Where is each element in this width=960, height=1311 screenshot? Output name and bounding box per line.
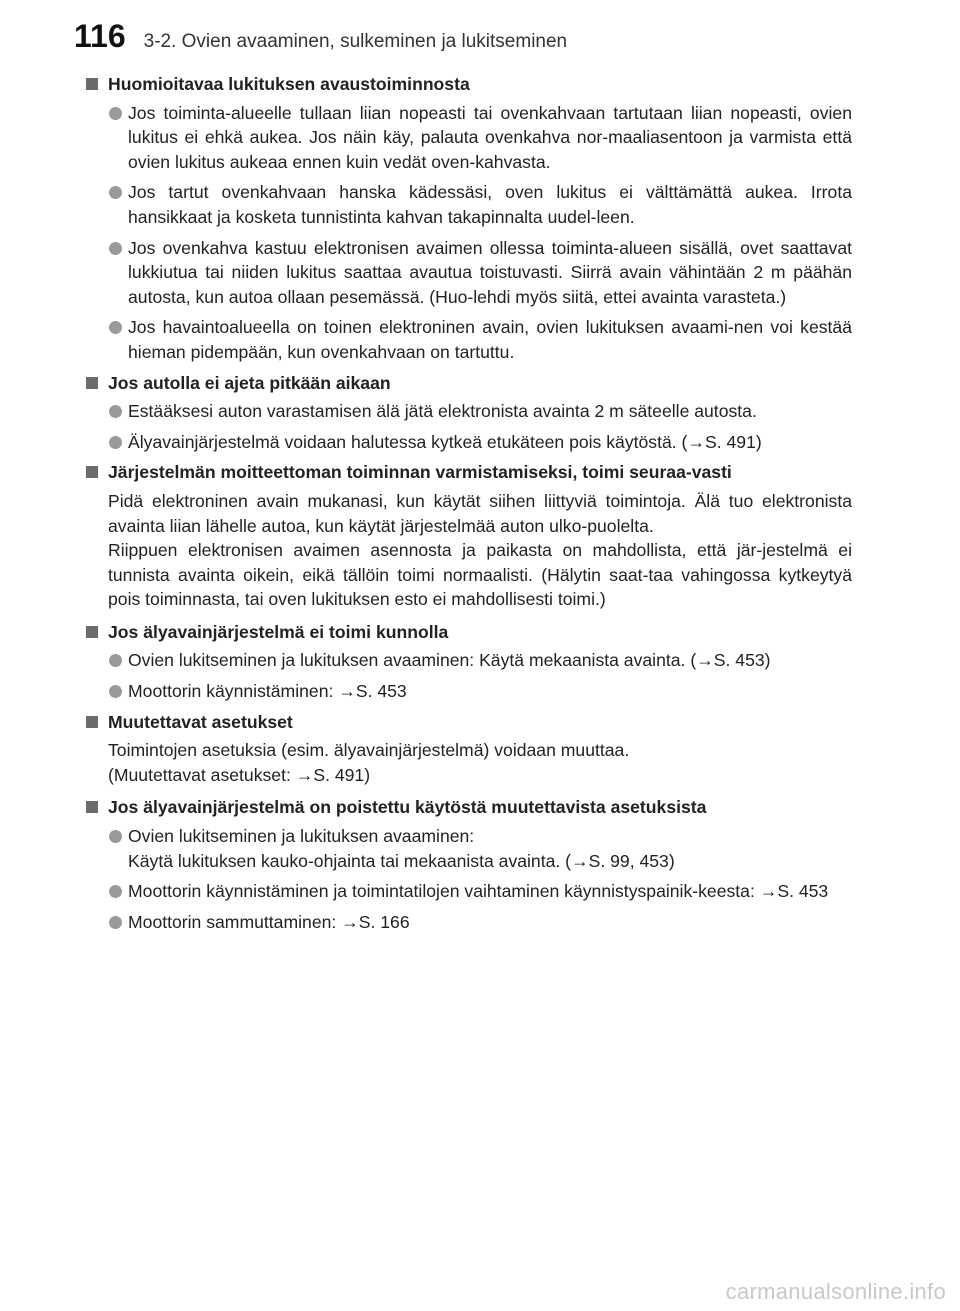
circle-bullet-icon xyxy=(109,830,122,843)
paragraph: Toimintojen asetuksia (esim. älyavainjärjestelmä) voidaan muuttaa. xyxy=(108,740,630,761)
bullet-item: Estääksesi auton varastamisen älä jätä elektronista avainta 2 m säteelle autosta. xyxy=(108,399,852,424)
circle-bullet-icon xyxy=(109,885,122,898)
bullet-item: Moottorin käynnistäminen: →S. 453 xyxy=(108,679,852,704)
bullet-item: Moottorin sammuttaminen: →S. 166 xyxy=(108,910,852,935)
paragraph: (Muutettavat asetukset: →S. 491) xyxy=(108,764,371,785)
bullet-item: Jos toiminta-alueelle tullaan liian nopeasti tai ovenkahvaan tartutaan liian nopeasti, ovien lukitus ei ehkä aukea. Jos näin käy, palauta ovenkahva nor-maaliasentoon ja varmista että ovien lukitus aukeaa ennen kuin vedät oven-kahvasta. xyxy=(108,101,852,175)
paragraph: Pidä elektroninen avain mukanasi, kun käytät siihen liittyviä toimintoja. Älä tuo elektronista avainta liian lähelle autoa, kun käytät järjestelmää auton ulko-puolelta. xyxy=(108,490,852,536)
section-long-term-parking xyxy=(108,371,852,455)
section-heading: Jos älyavainjärjestelmä ei toimi kunnolla xyxy=(108,620,852,645)
section-heading: Muutettavat asetukset xyxy=(108,710,852,735)
circle-bullet-icon xyxy=(109,685,122,698)
section-lock-release-notes xyxy=(108,72,852,365)
circle-bullet-icon xyxy=(109,107,122,120)
watermark: carmanualsonline.info xyxy=(725,1279,946,1304)
circle-bullet-icon xyxy=(109,242,122,255)
section-heading: Järjestelmän moitteettoman toiminnan varmistamiseksi, toimi seuraa-vasti xyxy=(108,460,852,485)
square-bullet-icon xyxy=(86,626,98,638)
page-number: 116 xyxy=(74,18,126,54)
square-bullet-icon xyxy=(86,716,98,728)
bullet-item: Älyavainjärjestelmä voidaan halutessa kytkeä etukäteen pois käytöstä. (→S. 491) xyxy=(108,430,852,455)
section-heading: Huomioitavaa lukituksen avaustoiminnosta xyxy=(108,72,852,97)
square-bullet-icon xyxy=(86,466,98,478)
bullet-item: Moottorin käynnistäminen ja toimintatilojen vaihtaminen käynnistyspainik-keesta: →S. 453 xyxy=(108,879,852,904)
square-bullet-icon xyxy=(86,801,98,813)
section-malfunction xyxy=(108,620,852,704)
bullet-item: Jos havaintoalueella on toinen elektroninen avain, ovien lukituksen avaami-nen voi kestää hieman pidempään, kun ovenkahvaan on tartuttu. xyxy=(108,315,852,364)
chapter-title: 3-2. Ovien avaaminen, sulkeminen ja lukitseminen xyxy=(143,31,568,52)
section-heading: Jos autolla ei ajeta pitkään aikaan xyxy=(108,371,852,396)
paragraph: Riippuen elektronisen avaimen asennosta ja paikasta on mahdollista, että jär-jestelmä ei tunnista avainta oikein, eikä tällöin toimi normaalisti. (Hälytin saat-taa vahingossa kytkeytyä pois toiminnasta, tai oven lukituksen esto ei mahdollisesti toimi.) xyxy=(108,540,852,610)
section-system-disabled xyxy=(108,795,852,934)
circle-bullet-icon xyxy=(109,654,122,667)
bullet-item: Ovien lukitseminen ja lukituksen avaaminen: Käytä mekaanista avainta. (→S. 453) xyxy=(108,648,852,673)
square-bullet-icon xyxy=(86,78,98,90)
bullet-item: Jos ovenkahva kastuu elektronisen avaimen ollessa toiminta-alueen sisällä, ovet saattavat lukkiutua tai niiden lukitus saattaa avautua toistuvasti. Siirrä avain vähintään 2 m päähän autosta, kun autoa ollaan pesemässä. (Huo-lehdi myös siitä, ettei avainta varasteta.) xyxy=(108,236,852,310)
page-content xyxy=(108,72,852,940)
page-header xyxy=(74,18,567,55)
circle-bullet-icon xyxy=(109,186,122,199)
section-customizable-settings xyxy=(108,710,852,788)
section-heading: Jos älyavainjärjestelmä on poistettu käytöstä muutettavista asetuksista xyxy=(108,795,852,820)
square-bullet-icon xyxy=(86,377,98,389)
circle-bullet-icon xyxy=(109,321,122,334)
section-proper-operation xyxy=(108,460,852,612)
circle-bullet-icon xyxy=(109,436,122,449)
bullet-item: Jos tartut ovenkahvaan hanska kädessäsi, oven lukitus ei välttämättä aukea. Irrota hansikkaat ja kosketa tunnistinta kahvan takapinnalta uudel-leen. xyxy=(108,180,852,229)
bullet-item: Ovien lukitseminen ja lukituksen avaaminen: Käytä lukituksen kauko-ohjainta tai mekaanista avainta. (→S. 99, 453) xyxy=(108,824,852,873)
circle-bullet-icon xyxy=(109,916,122,929)
circle-bullet-icon xyxy=(109,405,122,418)
